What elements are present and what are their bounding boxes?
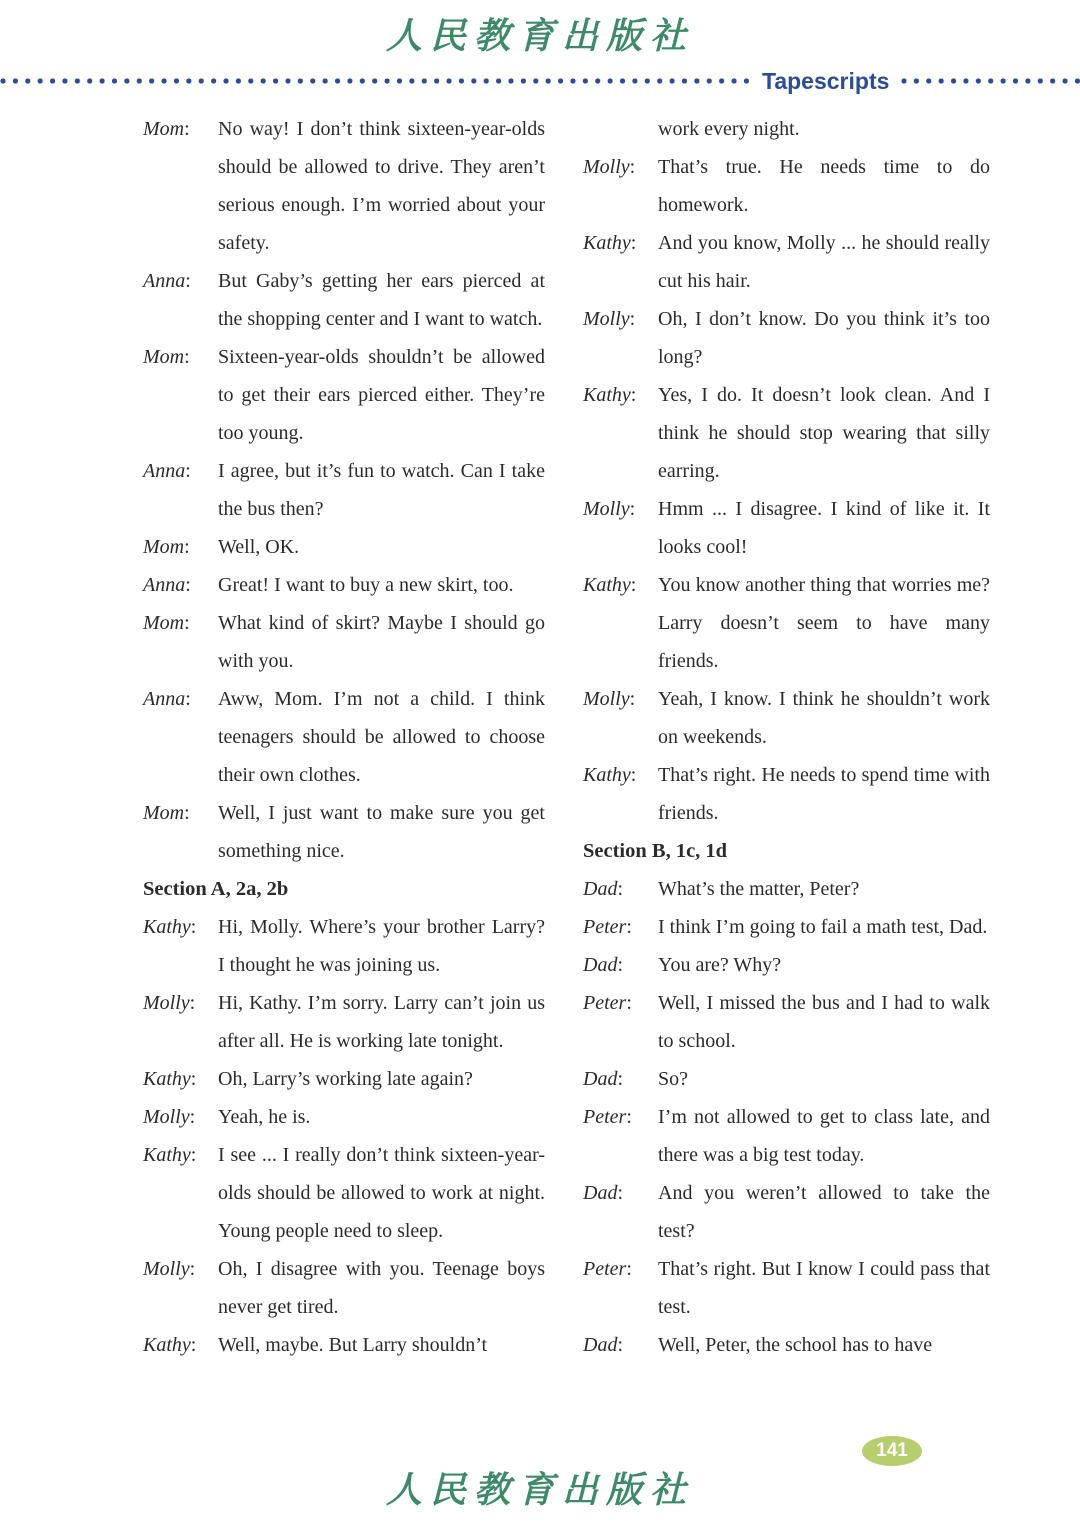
publisher-logo-top: 人民教育出版社 <box>385 15 694 57</box>
dialogue-entry <box>143 1060 545 1098</box>
dialogue-entry <box>143 604 545 680</box>
dialogue-entry <box>143 908 545 984</box>
page-number-badge: 141 <box>862 1436 922 1466</box>
utterance-text: Yeah, I know. I think he shouldn’t work on weekends. <box>658 688 990 748</box>
speaker-label: Kathy: <box>143 1068 197 1090</box>
utterance-text: Well, I missed the bus and I had to walk to school. <box>658 992 990 1052</box>
dialogue-entry <box>583 148 990 224</box>
speaker-label: Mom: <box>143 536 190 558</box>
utterance-text: Hi, Molly. Where’s your brother Larry? I thought he was joining us. <box>218 916 545 976</box>
speaker-label: Molly: <box>583 688 636 710</box>
dialogue-entry <box>583 1250 990 1326</box>
dialogue-entry <box>143 566 545 604</box>
speaker-label: Peter: <box>583 1258 632 1280</box>
publisher-logo-bottom: 人民教育出版社 <box>385 1469 694 1511</box>
utterance-text: Sixteen-year-olds shouldn’t be allowed to get their ears pierced either. They’re too young. <box>218 346 545 444</box>
utterance-text: Oh, I disagree with you. Teenage boys never get tired. <box>218 1258 545 1318</box>
dialogue-entry <box>583 946 990 984</box>
utterance-text: I agree, but it’s fun to watch. Can I take the bus then? <box>218 460 545 520</box>
speaker-label: Mom: <box>143 346 190 368</box>
utterance-text: Oh, I don’t know. Do you think it’s too long? <box>658 308 990 368</box>
speaker-label: Kathy: <box>143 916 197 938</box>
utterance-text: I think I’m going to fail a math test, Dad. <box>658 916 988 938</box>
dialogue-entry <box>583 984 990 1060</box>
tapescript-columns <box>143 110 990 1364</box>
dialogue-entry <box>583 566 990 680</box>
utterance-text: But Gaby’s getting her ears pierced at the shopping center and I want to watch. <box>218 270 545 330</box>
utterance-text: What’s the matter, Peter? <box>658 878 860 900</box>
dialogue-entry <box>143 1326 545 1364</box>
dotted-rule-right <box>901 78 1080 84</box>
utterance-text: That’s right. But I know I could pass that test. <box>658 1258 990 1318</box>
utterance-text: Yeah, he is. <box>218 1106 311 1128</box>
speaker-label: Anna: <box>143 270 191 292</box>
dialogue-entry <box>583 376 990 490</box>
utterance-text: Hi, Kathy. I’m sorry. Larry can’t join us after all. He is working late tonight. <box>218 992 545 1052</box>
utterance-text: That’s right. He needs to spend time with friends. <box>658 764 990 824</box>
speaker-label: Molly: <box>583 156 636 178</box>
header-rule <box>0 66 1080 96</box>
utterance-text: Hmm ... I disagree. I kind of like it. It looks cool! <box>658 498 990 558</box>
dotted-rule-left <box>0 78 750 84</box>
speaker-label: Kathy: <box>143 1144 197 1166</box>
utterance-text: I’m not allowed to get to class late, and there was a big test today. <box>658 1106 990 1166</box>
dialogue-entry <box>143 1250 545 1326</box>
dialogue-entry <box>583 680 990 756</box>
dialogue-entry <box>143 1136 545 1250</box>
utterance-text: Well, OK. <box>218 536 300 558</box>
dialogue-entry <box>583 870 990 908</box>
speaker-label: Mom: <box>143 802 190 824</box>
dialogue-entry <box>143 680 545 794</box>
dialogue-entry <box>583 1098 990 1174</box>
dialogue-entry <box>143 262 545 338</box>
page-title: Tapescripts <box>762 67 890 94</box>
dialogue-entry <box>583 756 990 832</box>
speaker-label: Dad: <box>583 954 624 976</box>
dialogue-entry <box>583 1174 990 1250</box>
speaker-label: Kathy: <box>583 232 637 254</box>
dialogue-entry <box>583 1060 990 1098</box>
speaker-label: Peter: <box>583 1106 632 1128</box>
dialogue-entry <box>143 452 545 528</box>
dialogue-entry <box>583 224 990 300</box>
utterance-text: What kind of skirt? Maybe I should go with you. <box>218 612 545 672</box>
section-heading: Section A, 2a, 2b <box>143 878 289 900</box>
dialogue-entry <box>143 794 545 870</box>
speaker-label: Kathy: <box>143 1334 197 1356</box>
utterance-text: Well, Peter, the school has to have <box>658 1334 933 1356</box>
utterance-text: Yes, I do. It doesn’t look clean. And I think he should stop wearing that silly earring. <box>658 384 990 482</box>
dialogue-entry <box>583 908 990 946</box>
dialogue-entry <box>143 984 545 1060</box>
dialogue-entry <box>583 1326 990 1364</box>
dialogue-entry <box>143 1098 545 1136</box>
utterance-text: You know another thing that worries me? Larry doesn’t seem to have many friends. <box>658 574 990 672</box>
speaker-label: Dad: <box>583 1068 624 1090</box>
speaker-label: Peter: <box>583 992 632 1014</box>
utterance-text: Well, I just want to make sure you get something nice. <box>218 802 545 862</box>
speaker-label: Molly: <box>143 1106 196 1128</box>
dialogue-entry <box>583 300 990 376</box>
utterance-text: And you know, Molly ... he should really cut his hair. <box>658 232 990 292</box>
utterance-text: Well, maybe. But Larry shouldn’t <box>218 1334 488 1356</box>
speaker-label: Anna: <box>143 688 191 710</box>
utterance-text: Oh, Larry’s working late again? <box>218 1068 473 1090</box>
dialogue-entry <box>143 528 545 566</box>
dialogue-entry <box>143 110 545 262</box>
dialogue-entry <box>583 110 990 148</box>
utterance-text: Great! I want to buy a new skirt, too. <box>218 574 514 596</box>
utterance-text: No way! I don’t think sixteen-year-olds should be allowed to drive. They aren’t serious enough. I’m worried about your safety. <box>218 118 545 254</box>
speaker-label <box>583 110 658 148</box>
speaker-label: Anna: <box>143 460 191 482</box>
speaker-label: Kathy: <box>583 384 637 406</box>
left-column <box>143 110 545 1364</box>
speaker-label: Dad: <box>583 1334 624 1356</box>
speaker-label: Molly: <box>583 308 636 330</box>
speaker-label: Mom: <box>143 612 190 634</box>
utterance-text: Aww, Mom. I’m not a child. I think teenagers should be allowed to choose their own clothes. <box>218 688 545 786</box>
speaker-label: Mom: <box>143 118 190 140</box>
speaker-label: Molly: <box>143 992 196 1014</box>
speaker-label: Kathy: <box>583 574 637 596</box>
speaker-label: Dad: <box>583 878 624 900</box>
dialogue-entry <box>583 490 990 566</box>
speaker-label: Kathy: <box>583 764 637 786</box>
speaker-label: Dad: <box>583 1182 624 1204</box>
speaker-label: Peter: <box>583 916 632 938</box>
utterance-text: And you weren’t allowed to take the test? <box>658 1182 990 1242</box>
speaker-label: Molly: <box>583 498 636 520</box>
utterance-text: work every night. <box>658 118 800 140</box>
section-heading: Section B, 1c, 1d <box>583 840 728 862</box>
speaker-label: Anna: <box>143 574 191 596</box>
dialogue-entry <box>143 338 545 452</box>
utterance-text: So? <box>658 1068 688 1090</box>
speaker-label: Molly: <box>143 1258 196 1280</box>
utterance-text: You are? Why? <box>658 954 782 976</box>
utterance-text: I see ... I really don’t think sixteen-year-olds should be allowed to work at night. Young people need to sleep. <box>218 1144 545 1242</box>
utterance-text: That’s true. He needs time to do homework. <box>658 156 990 216</box>
right-column <box>583 110 990 1364</box>
